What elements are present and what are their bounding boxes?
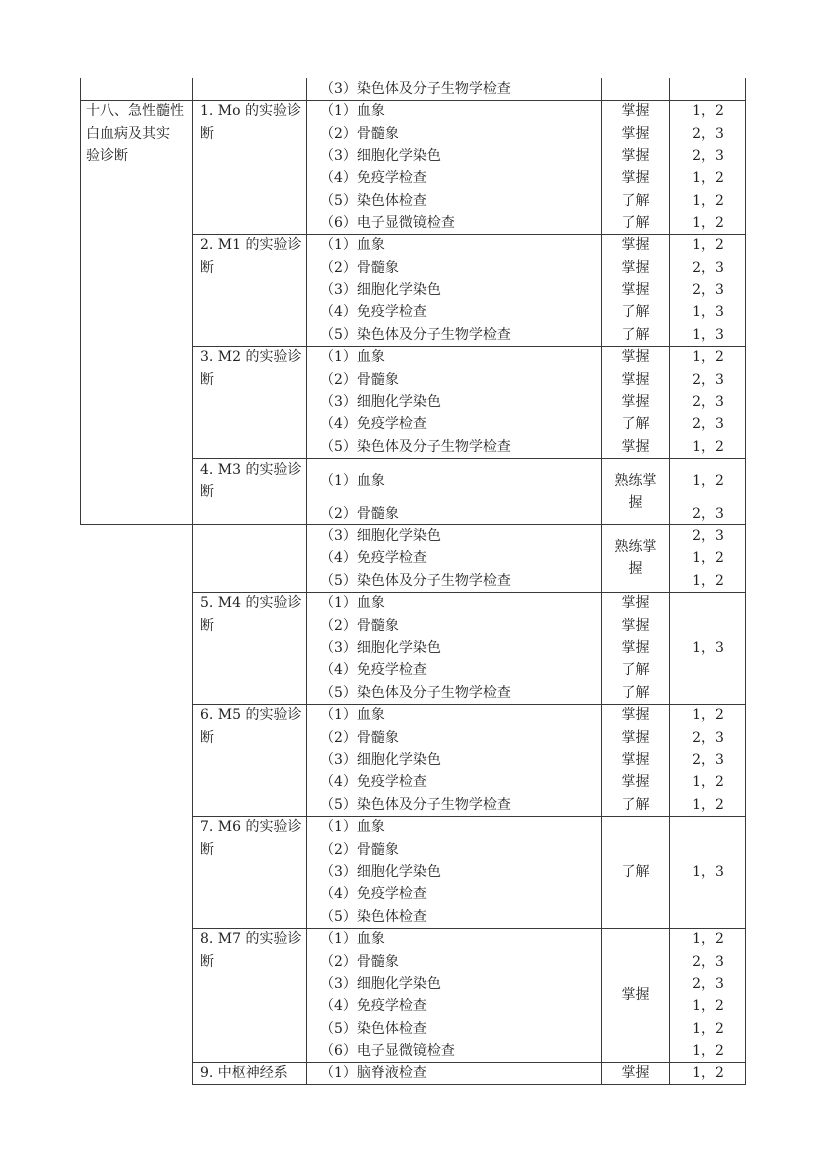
topic-cell: 断 <box>200 126 214 142</box>
content-cell: （4）免疫学检查 <box>320 416 427 432</box>
content-cell: （4）免疫学检查 <box>320 662 427 678</box>
level-cell: 2，3 <box>692 752 724 768</box>
level-cell: 2，3 <box>692 976 724 992</box>
level-cell: 2，3 <box>692 528 724 544</box>
topic-cell: 7. M6 的实验诊 <box>200 819 302 835</box>
content-cell: （5）染色体检查 <box>320 1021 427 1037</box>
content-cell: （3）细胞化学染色 <box>320 282 441 298</box>
section-title-line: 验诊断 <box>86 148 128 164</box>
topic-cell: 2. M1 的实验诊 <box>200 237 302 253</box>
content-cell: （3）细胞化学染色 <box>320 394 441 410</box>
topic-cell: 1. Mo 的实验诊 <box>200 103 302 119</box>
requirement-cell: 掌握 <box>621 752 650 768</box>
requirement-cell: 掌握 <box>621 595 650 611</box>
level-cell: 1，2 <box>692 103 724 119</box>
requirement-cell: 了解 <box>621 864 650 880</box>
topic-cell: 断 <box>200 842 214 858</box>
level-cell: 2，3 <box>692 506 724 522</box>
section-title-line: 白血病及其实 <box>86 126 170 142</box>
level-cell: 1，2 <box>692 707 724 723</box>
content-cell: （5）染色体及分子生物学检查 <box>320 797 511 813</box>
requirement-cell: 了解 <box>621 662 650 678</box>
topic-cell: 断 <box>200 372 214 388</box>
requirement-cell: 熟练掌 <box>614 539 657 555</box>
column-divider <box>306 78 307 1084</box>
content-cell: （1）血象 <box>320 237 385 253</box>
level-cell: 2，3 <box>692 126 724 142</box>
content-cell: （2）骨髓象 <box>320 372 399 388</box>
requirement-cell: 掌握 <box>621 349 650 365</box>
level-cell: 2，3 <box>692 148 724 164</box>
requirement-cell: 了解 <box>621 797 650 813</box>
level-cell: 2，3 <box>692 282 724 298</box>
requirement-cell: 了解 <box>621 327 650 343</box>
level-cell: 2，3 <box>692 372 724 388</box>
content-cell: （5）染色体检查 <box>320 909 427 925</box>
topic-cell: 8. M7 的实验诊 <box>200 931 302 947</box>
content-cell: （5）染色体检查 <box>320 193 427 209</box>
level-cell: 1，2 <box>692 215 724 231</box>
content-cell: （1）血象 <box>320 103 385 119</box>
requirement-cell: 掌握 <box>621 103 650 119</box>
content-cell: （5）染色体及分子生物学检查 <box>320 685 511 701</box>
content-cell: （3）细胞化学染色 <box>320 752 441 768</box>
content-cell: （4）免疫学检查 <box>320 998 427 1014</box>
content-cell: （2）骨髓象 <box>320 126 399 142</box>
requirement-cell: 了解 <box>621 304 650 320</box>
level-cell: 1，2 <box>692 931 724 947</box>
requirement-cell: 掌握 <box>621 170 650 186</box>
level-cell: 1，2 <box>692 170 724 186</box>
content-cell: （4）免疫学检查 <box>320 886 427 902</box>
content-cell: （3）细胞化学染色 <box>320 528 441 544</box>
level-cell: 1，3 <box>692 304 724 320</box>
level-cell: 2，3 <box>692 954 724 970</box>
level-cell: 1，2 <box>692 193 724 209</box>
requirement-cell: 掌握 <box>621 987 650 1003</box>
content-cell: （2）骨髓象 <box>320 506 399 522</box>
level-cell: 2，3 <box>692 416 724 432</box>
requirement-cell: 掌握 <box>621 618 650 634</box>
content-cell: （2）骨髓象 <box>320 260 399 276</box>
level-cell: 1，2 <box>692 237 724 253</box>
content-cell: （1）血象 <box>320 819 385 835</box>
content-cell: （2）骨髓象 <box>320 954 399 970</box>
content-cell: （3）细胞化学染色 <box>320 976 441 992</box>
topic-cell: 4. M3 的实验诊 <box>200 462 302 478</box>
level-cell: 1，2 <box>692 349 724 365</box>
content-cell: （4）免疫学检查 <box>320 170 427 186</box>
requirement-cell: 掌握 <box>621 439 650 455</box>
content-cell: （2）骨髓象 <box>320 842 399 858</box>
content-cell: （3）细胞化学染色 <box>320 640 441 656</box>
requirement-cell: 掌握 <box>621 640 650 656</box>
level-cell: 1，2 <box>692 797 724 813</box>
requirement-cell: 掌握 <box>621 730 650 746</box>
content-cell: （3）细胞化学染色 <box>320 864 441 880</box>
requirement-cell: 了解 <box>621 416 650 432</box>
content-cell: （6）电子显微镜检查 <box>320 1043 455 1059</box>
level-cell: 1，2 <box>692 774 724 790</box>
content-cell: （1）血象 <box>320 707 385 723</box>
content-cell: （1）血象 <box>320 595 385 611</box>
requirement-cell: 了解 <box>621 685 650 701</box>
level-cell: 2，3 <box>692 260 724 276</box>
table-border-bottom <box>192 1084 746 1085</box>
requirement-cell: 掌握 <box>621 282 650 298</box>
topic-cell: 6. M5 的实验诊 <box>200 707 302 723</box>
requirement-cell: 掌握 <box>621 1065 650 1081</box>
table-border-left <box>80 78 81 524</box>
requirement-cell: 掌握 <box>621 707 650 723</box>
topic-cell: 断 <box>200 730 214 746</box>
content-cell: （2）骨髓象 <box>320 730 399 746</box>
content-cell: （5）染色体及分子生物学检查 <box>320 439 511 455</box>
content-cell: （3）染色体及分子生物学检查 <box>320 81 511 97</box>
content-cell: （1）血象 <box>320 349 385 365</box>
level-cell: 1，3 <box>692 640 724 656</box>
requirement-cell: 掌握 <box>621 260 650 276</box>
topic-cell: 5. M4 的实验诊 <box>200 595 302 611</box>
topic-cell: 3. M2 的实验诊 <box>200 349 302 365</box>
level-cell: 2，3 <box>692 394 724 410</box>
section-title-line: 十八、急性髓性 <box>86 103 184 119</box>
column-divider <box>192 78 193 1084</box>
requirement-cell: 握 <box>628 495 643 511</box>
requirement-cell: 了解 <box>621 193 650 209</box>
topic-cell: 断 <box>200 484 214 500</box>
content-cell: （2）骨髓象 <box>320 618 399 634</box>
requirement-cell: 掌握 <box>621 774 650 790</box>
topic-cell: 9. 中枢神经系 <box>200 1065 288 1081</box>
level-cell: 1，2 <box>692 550 724 566</box>
level-cell: 1，2 <box>692 573 724 589</box>
level-cell: 1，2 <box>692 1021 724 1037</box>
level-cell: 2，3 <box>692 730 724 746</box>
content-cell: （1）脑脊液检查 <box>320 1065 427 1081</box>
level-cell: 1，2 <box>692 1043 724 1059</box>
topic-cell: 断 <box>200 618 214 634</box>
topic-cell: 断 <box>200 260 214 276</box>
level-cell: 1，3 <box>692 864 724 880</box>
content-cell: （1）血象 <box>320 931 385 947</box>
level-cell: 1，3 <box>692 327 724 343</box>
requirement-cell: 掌握 <box>621 237 650 253</box>
content-cell: （6）电子显微镜检查 <box>320 215 455 231</box>
level-cell: 1，2 <box>692 1065 724 1081</box>
level-cell: 1，2 <box>692 439 724 455</box>
content-cell: （1）血象 <box>320 473 385 489</box>
content-cell: （4）免疫学检查 <box>320 304 427 320</box>
requirement-cell: 掌握 <box>621 148 650 164</box>
level-cell: 1，2 <box>692 998 724 1014</box>
content-cell: （3）细胞化学染色 <box>320 148 441 164</box>
requirement-cell: 掌握 <box>621 372 650 388</box>
content-cell: （4）免疫学检查 <box>320 550 427 566</box>
content-cell: （5）染色体及分子生物学检查 <box>320 573 511 589</box>
requirement-cell: 掌握 <box>621 394 650 410</box>
requirement-cell: 了解 <box>621 215 650 231</box>
level-cell: 1，2 <box>692 473 724 489</box>
requirement-cell: 握 <box>628 561 643 577</box>
requirement-cell: 熟练掌 <box>614 473 657 489</box>
content-cell: （5）染色体及分子生物学检查 <box>320 327 511 343</box>
topic-cell: 断 <box>200 954 214 970</box>
content-cell: （4）免疫学检查 <box>320 774 427 790</box>
requirement-cell: 掌握 <box>621 126 650 142</box>
